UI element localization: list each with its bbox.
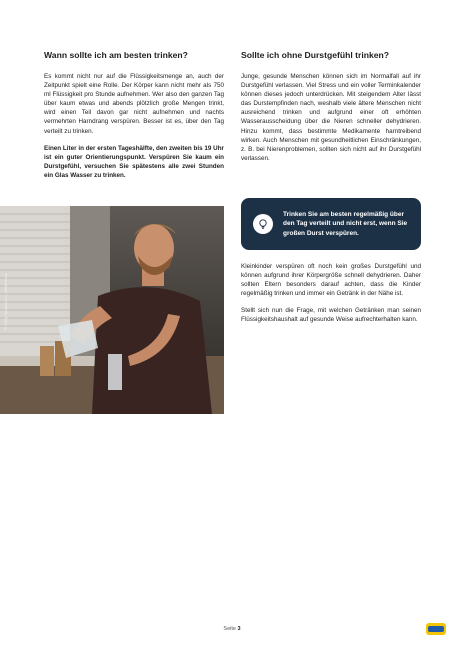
heading-when-to-drink: Wann sollte ich am besten trinken? [44,50,188,60]
right-column-continued [241,262,421,333]
paragraph-question: Stellt sich nun die Frage, mit welchen Getränken man seinen Flüssigkeitshaushalt auf gesunde Weise aufrechterhalten kann. [241,307,421,324]
heading-without-thirst: Sollte ich ohne Durstgefühl trinken? [241,50,390,60]
paragraph-children: Kleinkinder verspüren oft noch kein großes Durstgefühl und können aufgrund ihrer Körpergröße schnell dehydrieren. Daher sollten Eltern besonders darauf achten, dass die Kinder regelmäßig trinken und immer ein Getränk in der Nähe ist. [241,263,421,298]
page-number-value: 3 [237,626,241,632]
left-column [44,50,224,188]
paragraph-timing-tip: Einen Liter in der ersten Tageshälfte, den zweiten bis 19 Uhr ist ein guter Orientierungspunkt. Verspüren Sie kaum ein Durstgefühl, versuchen Sie spätestens alle zwei Stunden ein Glas Wasser zu trinken. [44,144,224,179]
page-label: Seite [223,626,236,632]
man-pouring-water-photo [0,206,224,414]
right-column [241,50,421,171]
brand-logo [426,622,446,634]
page-number [0,626,464,632]
photo-illustration [0,206,224,414]
tip-callout [241,198,421,250]
paragraph-timing: Es kommt nicht nur auf die Flüssigkeitsmenge an, auch der Zeitpunkt spielt eine Rolle. Der Körper kann nicht mehr als 750 ml Flüssigkeit pro Stunde aufnehmen. Wer also den ganzen Tag über kaum etwas und abends plötzlich große Mengen trinkt, wird einen Teil davon gar nicht aufnehmen und nachts vermehrten Harndrang verspüren. Besser ist es, über den Tag verteilt zu trinken. [44,73,224,135]
paragraph-thirst: Junge, gesunde Menschen können sich im Normalfall auf ihr Durstgefühl verlassen. Viel Stress und ein voller Terminkalender können dieses jedoch unterdrücken. Mit steigendem Alter lässt das Durstempfinden nach, weshalb viele ältere Menschen nicht ausreichend trinken und aufgrund einer oft erhöhten Wasserausscheidung über die Nieren schneller dehydrieren. Hinzu kommt, dass bestimmte Medikamente harntreibend wirken. Auch Menschen mit gesundheitlichen Einschränkungen, z. B. bei Nierenproblemen, sollten sich nicht auf ihr Durstgefühl verlassen. [241,73,421,162]
photo-credit: © Getty Images/ AJ_Watt/iStock [3,273,8,330]
lightbulb-icon [253,214,273,234]
callout-text: Trinken Sie am besten regelmäßig über den Tag verteilt und nicht erst, wenn Sie großen Durst verspüren. [283,210,408,237]
